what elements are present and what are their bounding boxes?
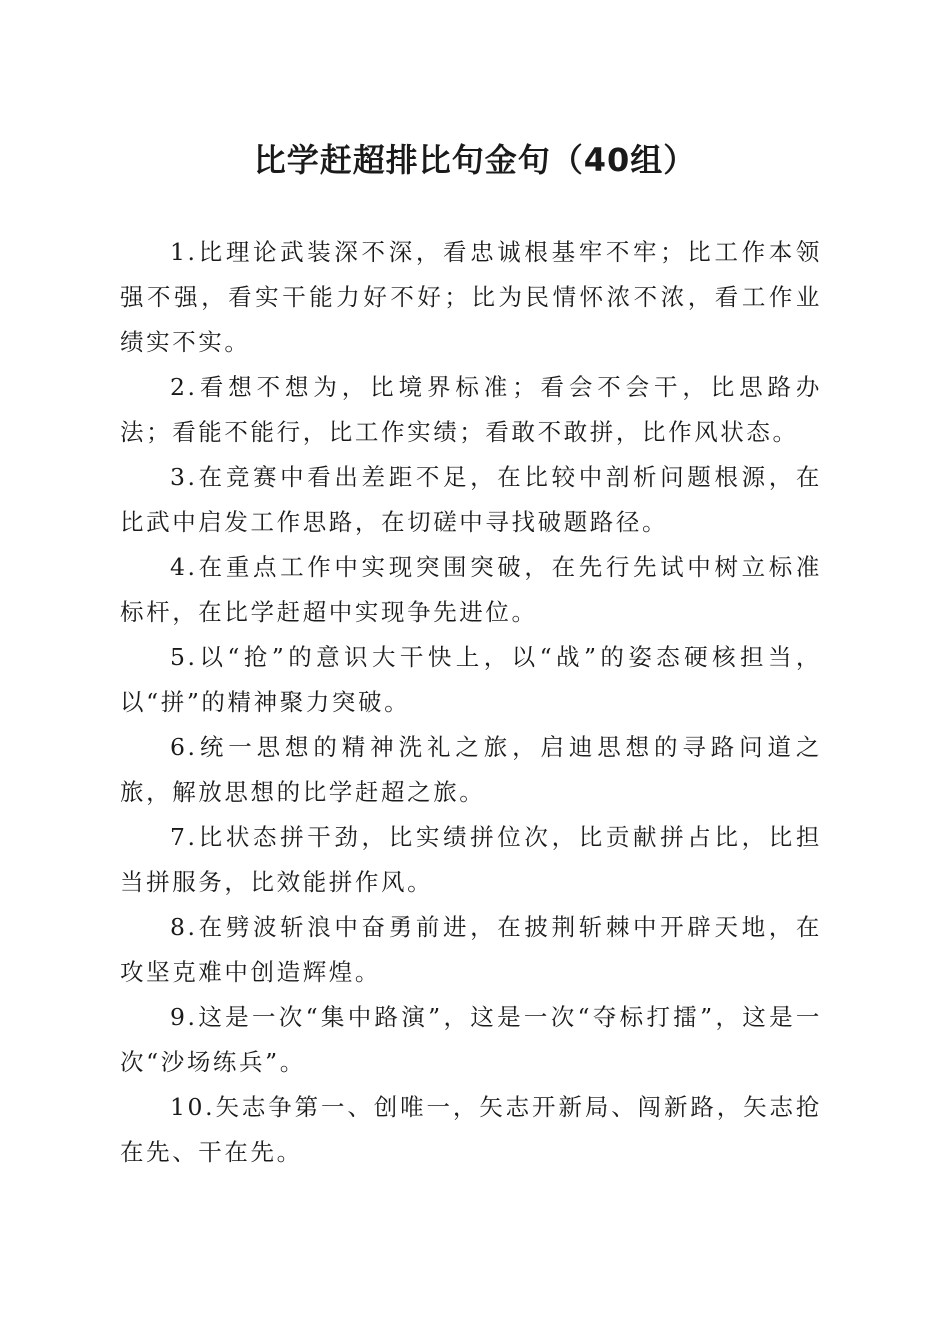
document-title: 比学赶超排比句金句（40组） [253,141,697,179]
paragraph-3: 3.在竞赛中看出差距不足，在比较中剖析问题根源，在比武中启发工作思路，在切磋中寻找破题路径。 [120,463,822,536]
paragraph-4: 4.在重点工作中实现突围突破，在先行先试中树立标准标杆，在比学赶超中实现争先进位。 [120,553,822,626]
paragraph-7: 7.比状态拼干劲，比实绩拼位次，比贡献拼占比，比担当拼服务，比效能拼作风。 [120,823,822,896]
document-body [120,230,822,1175]
paragraph-8: 8.在劈波斩浪中奋勇前进，在披荆斩棘中开辟天地，在攻坚克难中创造辉煌。 [120,913,822,986]
paragraph-1: 1.比理论武装深不深，看忠诚根基牢不牢；比工作本领强不强，看实干能力好不好；比为民情怀浓不浓，看工作业绩实不实。 [120,238,822,356]
paragraph-5: 5.以“抢”的意识大干快上，以“战”的姿态硬核担当，以“拼”的精神聚力突破。 [120,643,822,716]
paragraph-10: 10.矢志争第一、创唯一，矢志开新局、闯新路，矢志抢在先、干在先。 [120,1093,822,1166]
paragraph-6: 6.统一思想的精神洗礼之旅，启迪思想的寻路问道之旅，解放思想的比学赶超之旅。 [120,733,822,806]
paragraph-2: 2.看想不想为，比境界标准；看会不会干，比思路办法；看能不能行，比工作实绩；看敢不敢拼，比作风状态。 [120,373,822,446]
paragraph-9: 9.这是一次“集中路演”，这是一次“夺标打擂”，这是一次“沙场练兵”。 [120,1003,822,1076]
